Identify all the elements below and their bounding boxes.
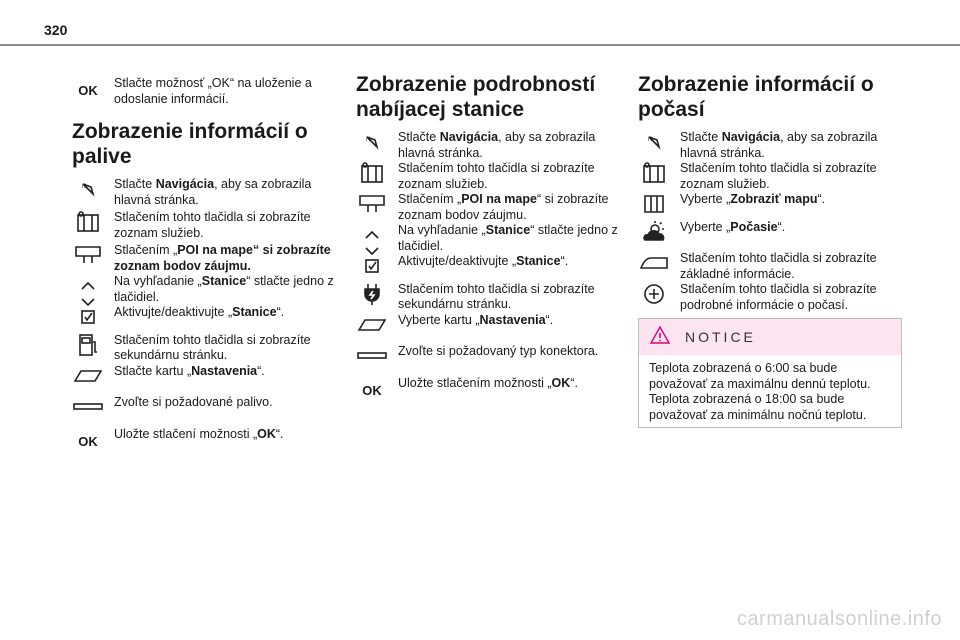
- header-rule: [0, 44, 960, 46]
- navigation-icon[interactable]: [356, 130, 388, 154]
- poi-map-icon[interactable]: [356, 192, 388, 216]
- column-weather: [638, 70, 902, 313]
- notice-header: [639, 319, 901, 355]
- step-ok-confirm: [72, 426, 334, 449]
- text: “.: [570, 375, 578, 390]
- text: Stlačte: [114, 177, 156, 191]
- step-detailed-info: [638, 282, 902, 313]
- text: “.: [817, 192, 826, 206]
- step-ok-save: [72, 76, 334, 107]
- plus-circle-icon[interactable]: [638, 282, 670, 306]
- text-bold: POI na mape“ si zobrazíte zoznam bodov záujmu.: [114, 243, 331, 273]
- step-text: Stlačením tohto tlačidla si zobrazíte zoznam služieb.: [398, 161, 595, 191]
- text: “.: [545, 312, 554, 327]
- step-navigation: [638, 130, 902, 161]
- text: , aby sa zobrazila hlavná stránka.: [114, 177, 312, 207]
- step-fuel-select: [72, 395, 334, 411]
- step-toggle-stations: [72, 305, 334, 321]
- ok-icon[interactable]: OK: [362, 382, 382, 398]
- text: Aktivujte/deaktivujte „: [398, 254, 517, 268]
- page-number: 320: [44, 22, 68, 38]
- tab-icon[interactable]: [72, 364, 104, 388]
- poi-map-icon[interactable]: [72, 243, 104, 267]
- text: Aktivujte/deaktivujte „: [114, 305, 233, 319]
- tab-round-icon[interactable]: [638, 251, 670, 275]
- text: Uložte stlačením možnosti „: [398, 375, 552, 390]
- svg-text:N: N: [82, 184, 87, 190]
- text: , aby sa zobrazila hlavná stránka.: [398, 130, 596, 160]
- text: “.: [560, 254, 569, 268]
- services-grid-icon[interactable]: [72, 210, 104, 234]
- notice-title: NOTICE: [685, 329, 756, 345]
- text: Stlačením „: [398, 192, 462, 206]
- step-poi: [72, 243, 334, 274]
- text: “.: [276, 305, 285, 319]
- step-text: Stlačením tohto tlačidla si zobrazíte zoznam služieb.: [680, 161, 877, 191]
- step-ok-confirm: [356, 375, 618, 398]
- fuel-pump-icon[interactable]: [72, 333, 104, 357]
- text: Vyberte kartu „: [398, 312, 480, 327]
- step-services: [638, 161, 902, 192]
- step-navigation: [356, 130, 618, 161]
- services-grid-icon[interactable]: [638, 161, 670, 185]
- text: Stlačte kartu „: [114, 363, 192, 378]
- notice-body: [639, 355, 901, 429]
- text: Vyberte „: [680, 192, 731, 206]
- step-search: [72, 274, 334, 305]
- step-show-map: [638, 192, 902, 208]
- text-bold: OK: [257, 426, 276, 441]
- tab-icon[interactable]: [356, 313, 388, 337]
- step-text: Stlačením tohto tlačidla si zobrazíte podrobné informácie o počasí.: [680, 282, 877, 312]
- step-weather: [638, 220, 902, 236]
- step-secondary-page: [72, 333, 334, 364]
- step-connector-select: [356, 344, 618, 360]
- section-heading-fuel: Zobrazenie informácií o palive: [72, 120, 308, 168]
- navigation-icon[interactable]: [72, 177, 104, 201]
- text: Stlačením „: [114, 243, 178, 257]
- notice-box: [638, 318, 902, 428]
- step-secondary-page: [356, 282, 618, 313]
- text: “ si zobrazíte zoznam bodov záujmu.: [398, 192, 609, 222]
- step-services: [72, 210, 334, 241]
- map-icon[interactable]: [638, 192, 670, 216]
- text-bold: Nastavenia: [191, 363, 258, 378]
- step-text: Stlačením tohto tlačidla si zobrazíte základné informácie.: [680, 251, 877, 281]
- step-basic-info: [638, 251, 902, 282]
- text-bold: Navigácia: [721, 130, 781, 144]
- step-toggle-stations: [356, 254, 618, 270]
- weather-icon[interactable]: [638, 220, 670, 244]
- text-bold: Počasie: [730, 219, 778, 234]
- text: “.: [777, 219, 786, 234]
- step-services: [356, 161, 618, 192]
- text-bold: Zobraziť mapu: [730, 192, 818, 206]
- footer-watermark: carmanualsonline.info: [736, 608, 942, 630]
- text-bold: Navigácia: [155, 177, 215, 191]
- charging-plug-icon[interactable]: [356, 282, 388, 306]
- text-bold: Stanice: [201, 274, 247, 288]
- text: “ stlačte jedno z tlačidiel.: [114, 274, 334, 304]
- notice-line: Teplota zobrazená o 18:00 sa bude považovať za minimálnu nočnú teplotu.: [649, 392, 867, 422]
- text: , aby sa zobrazila hlavná stránka.: [680, 130, 878, 160]
- step-text: Stlačte možnosť „OK“ na uloženie a odoslanie informácií.: [114, 76, 312, 106]
- text: Uložte stlačení možnosti „: [114, 426, 258, 441]
- step-text: Zvoľte si požadovaný typ konektora.: [398, 344, 599, 358]
- step-settings-tab: [72, 364, 334, 380]
- step-text: Stlačením tohto tlačidla si zobrazíte sekundárnu stránku.: [114, 332, 311, 362]
- services-grid-icon[interactable]: [356, 161, 388, 185]
- text: Stlačte: [398, 130, 440, 144]
- step-text: Stlačením tohto tlačidla si zobrazíte sekundárnu stránku.: [398, 281, 595, 311]
- column-charging: [356, 70, 618, 398]
- checkbox-icon[interactable]: [356, 254, 388, 278]
- warning-triangle-icon: [649, 325, 671, 350]
- step-settings-tab: [356, 313, 618, 329]
- text: “.: [275, 426, 284, 441]
- list-bar-icon[interactable]: [356, 344, 388, 368]
- text-bold: Stanice: [232, 305, 277, 319]
- text-bold: OK: [551, 375, 571, 390]
- step-text: Zvoľte si požadované palivo.: [114, 395, 273, 409]
- navigation-icon[interactable]: [638, 130, 670, 154]
- text-bold: Navigácia: [439, 130, 499, 144]
- text-bold: Stanice: [485, 223, 531, 237]
- step-navigation: [72, 177, 334, 208]
- ok-icon[interactable]: OK: [78, 433, 98, 449]
- text-bold: Stanice: [516, 254, 561, 268]
- step-text: Stlačením tohto tlačidla si zobrazíte zoznam služieb.: [114, 210, 311, 240]
- section-heading-charging: Zobrazenie podrobností nabíjacej stanice: [356, 73, 596, 121]
- svg-text:N: N: [366, 137, 371, 143]
- text: Na vyhľadanie „: [398, 223, 486, 237]
- checkbox-icon[interactable]: [72, 305, 104, 329]
- svg-text:N: N: [648, 137, 653, 143]
- text-bold: POI na mape: [461, 192, 537, 206]
- column-fuel: [72, 70, 334, 449]
- text: Na vyhľadanie „: [114, 274, 202, 288]
- text-bold: Nastavenia: [479, 312, 546, 327]
- step-poi: [356, 192, 618, 223]
- notice-line: Teplota zobrazená o 6:00 sa bude považovať za maximálnu dennú teplotu.: [649, 361, 871, 391]
- list-bar-icon[interactable]: [72, 395, 104, 419]
- text: “.: [257, 363, 265, 378]
- text: Vyberte „: [680, 219, 731, 234]
- step-search: [356, 223, 618, 254]
- text: “ stlačte jedno z tlačidiel.: [398, 223, 618, 253]
- section-heading-weather: Zobrazenie informácií o počasí: [638, 73, 874, 121]
- ok-icon[interactable]: OK: [78, 83, 98, 99]
- text: Stlačte: [680, 130, 722, 144]
